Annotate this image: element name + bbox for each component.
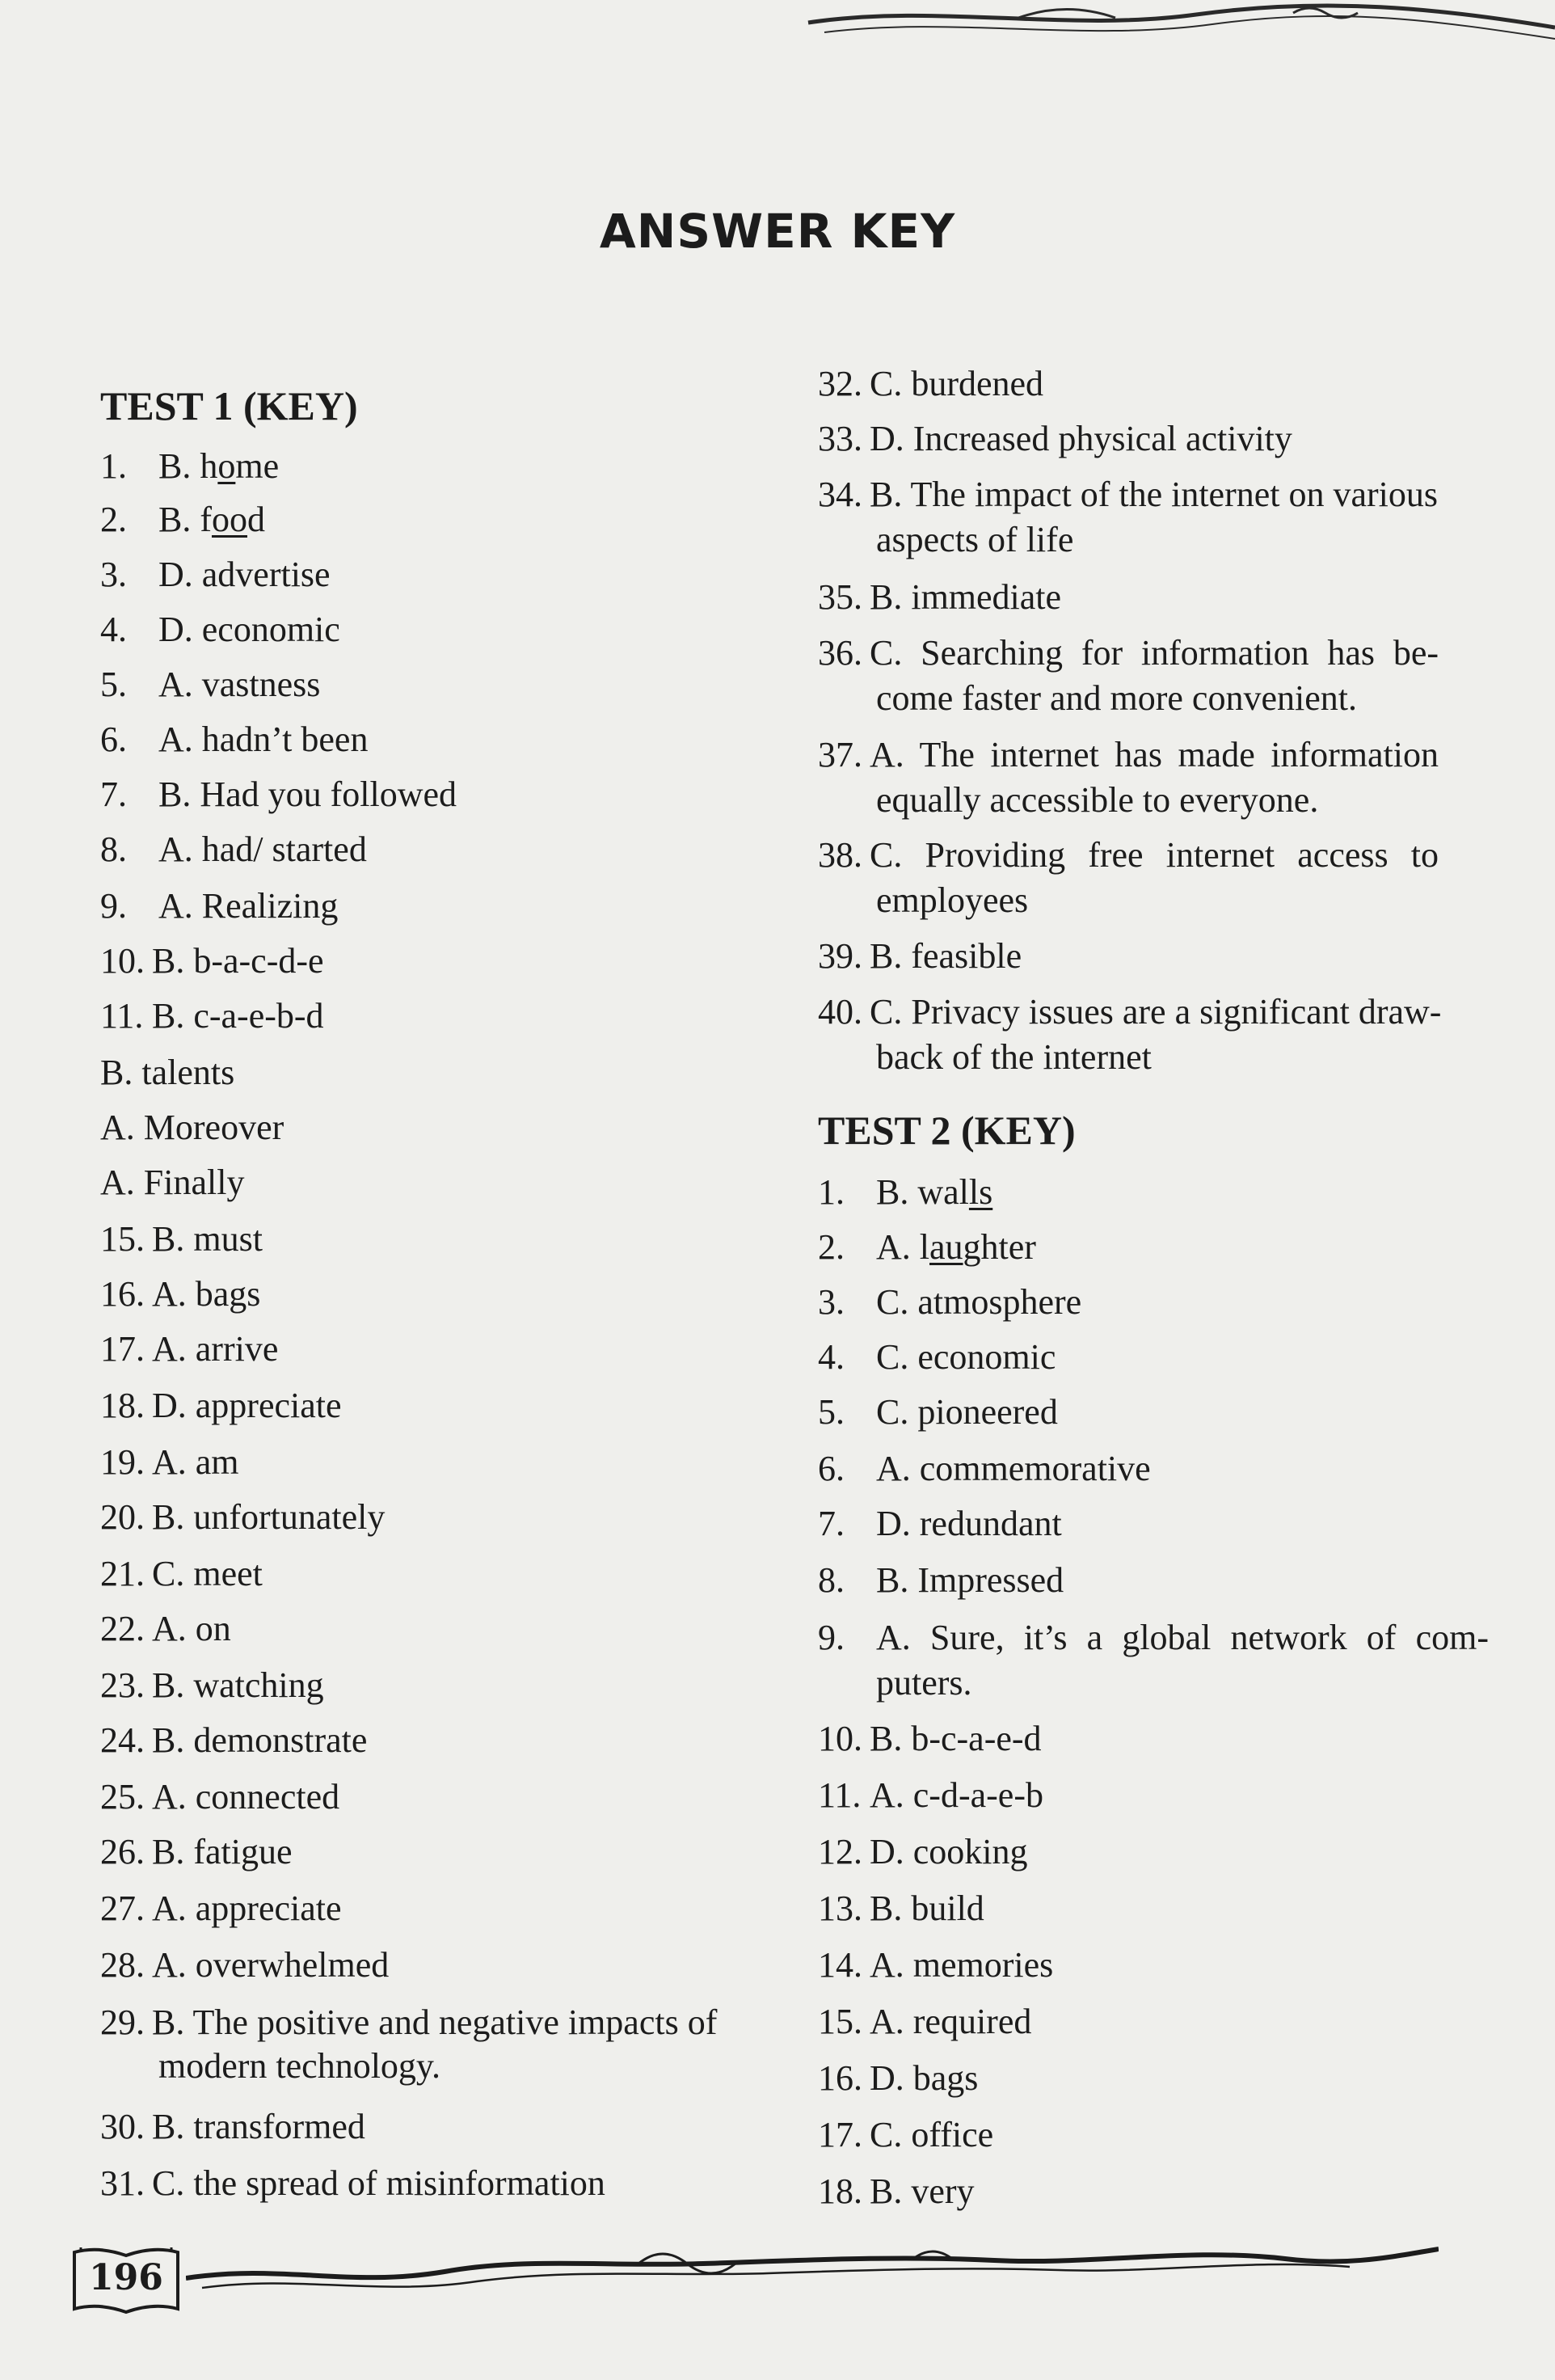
answer-item: 20. B. unfortunately	[100, 1497, 386, 1537]
answer-item: 11. B. c-a-e-b-d	[100, 996, 324, 1036]
answer-item: 31. C. the spread of misinformation	[100, 2163, 605, 2203]
answer-item: 8. A. had/ started	[100, 829, 367, 869]
answer-item: 22. A. on	[100, 1609, 231, 1648]
answer-item: 27. A. appreciate	[100, 1888, 342, 1928]
page-title: ANSWER KEY	[599, 204, 956, 259]
answer-item: 38. C. Providing free internet access to employees	[818, 835, 1439, 920]
answer-item: B. talents	[100, 1053, 235, 1092]
answer-item: 19. A. am	[100, 1442, 239, 1482]
page-number: 196	[89, 2257, 163, 2298]
answer-item: 1. B. walls	[818, 1172, 993, 1212]
answer-item: 17. C. office	[818, 2115, 994, 2154]
answer-item: 16. A. bags	[100, 1274, 261, 1314]
answer-item: 18. B. very	[818, 2171, 975, 2211]
answer-item: 32. C. burdened	[818, 364, 1044, 403]
answer-item: 40. C. Privacy issues are a significant draw- back of the internet	[818, 992, 1442, 1077]
answer-item: 6. A. commemorative	[818, 1449, 1151, 1488]
answer-item: 1. B. home	[100, 446, 280, 486]
test2-heading: TEST 2 (KEY)	[818, 1108, 1076, 1153]
answer-item: 10. B. b-a-c-d-e	[100, 941, 324, 981]
answer-item: 11. A. c-d-a-e-b	[818, 1775, 1043, 1815]
answer-item: 24. B. demonstrate	[100, 1720, 368, 1760]
answer-item: 15. B. must	[100, 1219, 263, 1259]
answer-item: 29. B. The positive and negative impacts of modern technology.	[100, 2002, 718, 2086]
answer-item: 12. D. cooking	[818, 1832, 1028, 1872]
answer-item: 35. B. immediate	[818, 577, 1062, 617]
answer-item: 28. A. overwhelmed	[100, 1945, 390, 1985]
answer-item: 23. B. watching	[100, 1665, 324, 1705]
answer-item: 5. A. vastness	[100, 665, 321, 704]
answer-item: 10. B. b-c-a-e-d	[818, 1719, 1042, 1758]
answer-item: 15. A. required	[818, 2002, 1032, 2041]
answer-item: 2. B. food	[100, 500, 265, 539]
answer-item: 7. B. Had you followed	[100, 774, 457, 814]
answer-item: 18. D. appreciate	[100, 1386, 342, 1425]
answer-item: 39. B. feasible	[818, 936, 1022, 976]
answer-item: 6. A. hadn’t been	[100, 719, 369, 759]
test1-heading: TEST 1 (KEY)	[100, 383, 358, 428]
answer-item: 33. D. Increased physical activity	[818, 419, 1292, 458]
answer-item: 9. A. Realizing	[100, 886, 339, 926]
bottom-flourish-ornament	[186, 2231, 1439, 2304]
answer-item: A. Finally	[100, 1163, 245, 1202]
answer-item: 30. B. transformed	[100, 2107, 365, 2146]
answer-item: 21. C. meet	[100, 1554, 263, 1593]
answer-item: 8. B. Impressed	[818, 1560, 1064, 1600]
answer-item: 17. A. arrive	[100, 1329, 279, 1369]
answer-item: 34. B. The impact of the internet on various aspects of life	[818, 475, 1439, 559]
answer-item: 5. C. pioneered	[818, 1392, 1058, 1432]
answer-item: 4. D. economic	[100, 610, 340, 649]
answer-item: 37. A. The internet has made information equally accessible to everyone.	[818, 735, 1439, 820]
answer-item: 26. B. fatigue	[100, 1832, 293, 1872]
answer-item: A. Moreover	[100, 1108, 284, 1147]
answer-item: 7. D. redundant	[818, 1504, 1062, 1543]
answer-item: 14. A. memories	[818, 1945, 1054, 1985]
answer-item: 3. D. advertise	[100, 555, 331, 594]
answer-item: 13. B. build	[818, 1888, 984, 1928]
answer-item: 36. C. Searching for information has be- come faster and more convenient.	[818, 633, 1439, 718]
answer-item: 25. A. connected	[100, 1777, 340, 1817]
answer-item: 16. D. bags	[818, 2058, 979, 2098]
answer-item: 2. A. laughter	[818, 1227, 1036, 1267]
answer-item: 4. C. economic	[818, 1337, 1056, 1377]
answer-item: 9. A. Sure, it’s a global network of com- puters.	[818, 1618, 1489, 1703]
top-flourish-ornament	[776, 0, 1555, 57]
answer-item: 3. C. atmosphere	[818, 1282, 1082, 1322]
